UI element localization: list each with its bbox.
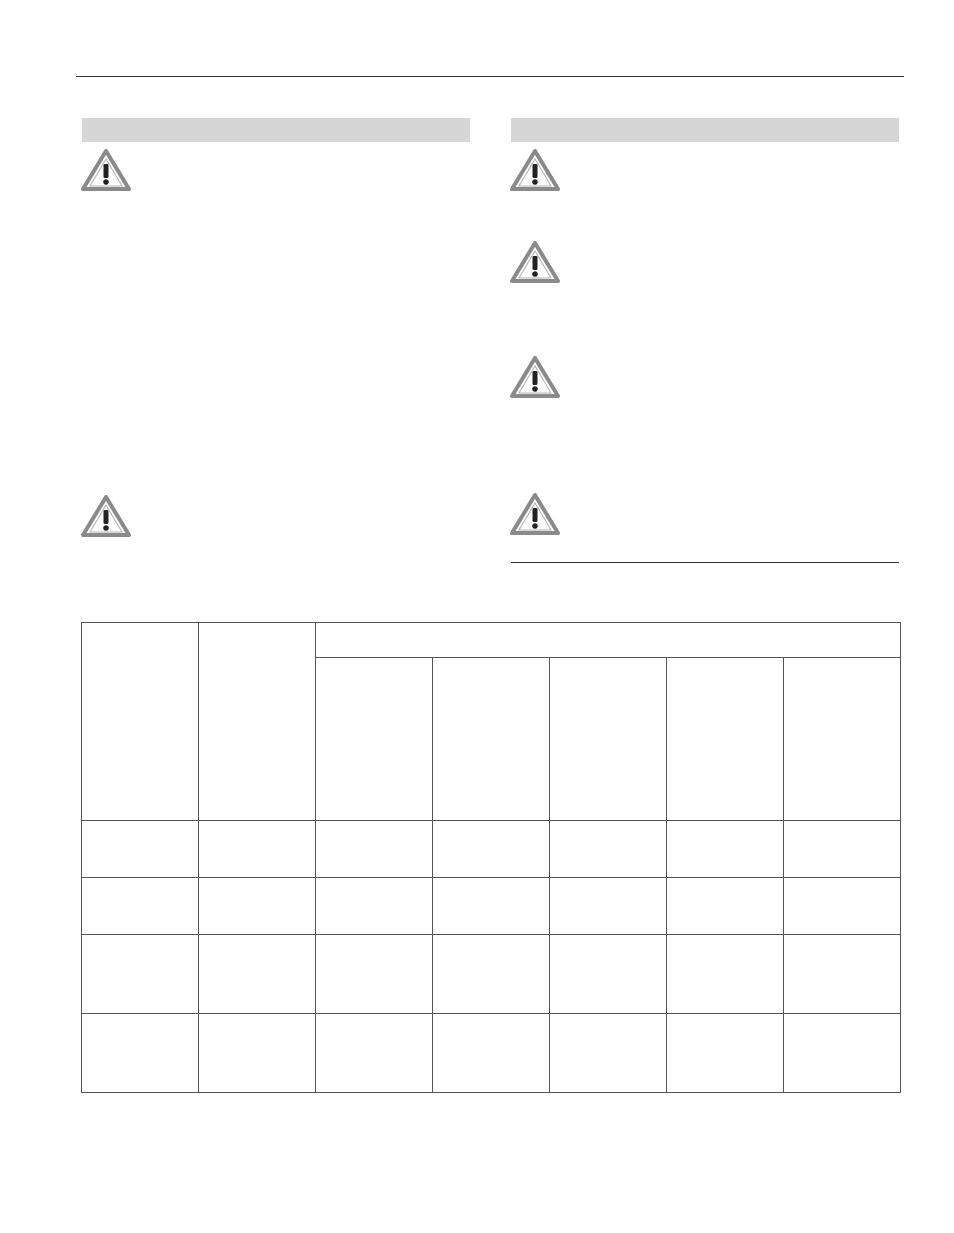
table-cell [784, 878, 901, 935]
table-cell [433, 821, 550, 878]
table-cell [316, 935, 433, 1014]
table-cell [550, 821, 667, 878]
table-cell [316, 1014, 433, 1093]
table-header-group-cell [316, 623, 901, 658]
table-subheader-cell [550, 658, 667, 821]
table-cell [316, 878, 433, 935]
table-cell [199, 821, 316, 878]
table-cell [433, 878, 550, 935]
table-cell [667, 878, 784, 935]
section-heading-bar-right [511, 118, 899, 142]
warning-triangle-icon [80, 494, 132, 538]
table-cell [82, 935, 199, 1014]
top-rule [76, 76, 904, 77]
table-subheader-cell [784, 658, 901, 821]
table-cell [784, 935, 901, 1014]
table-row [82, 878, 901, 935]
table-cell [199, 878, 316, 935]
table-cell [550, 935, 667, 1014]
table-cell [784, 1014, 901, 1093]
warning-triangle-icon [509, 148, 561, 192]
table-subheader-cell [667, 658, 784, 821]
table-cell [667, 935, 784, 1014]
table-cell [82, 821, 199, 878]
table-subheader-cell [433, 658, 550, 821]
section-heading-bar-left [82, 118, 470, 142]
table-cell [550, 1014, 667, 1093]
table-cell [199, 1014, 316, 1093]
table-cell [550, 878, 667, 935]
table-cell [433, 1014, 550, 1093]
table-cell [433, 935, 550, 1014]
warning-triangle-icon [80, 148, 132, 192]
table-header-cell [199, 623, 316, 821]
table-cell [667, 1014, 784, 1093]
table-row [82, 935, 901, 1014]
warning-triangle-icon [509, 492, 561, 536]
table-header-cell [82, 623, 199, 821]
table-cell [784, 821, 901, 878]
table-subheader-cell [316, 658, 433, 821]
table-cell [199, 935, 316, 1014]
table-row [82, 821, 901, 878]
spec-table [81, 622, 901, 1093]
table-cell [316, 821, 433, 878]
table-cell [82, 1014, 199, 1093]
warning-triangle-icon [509, 240, 561, 284]
table-cell [82, 878, 199, 935]
table-header-row [82, 623, 901, 658]
warning-triangle-icon [509, 355, 561, 399]
section-end-rule [511, 562, 899, 563]
table-cell [667, 821, 784, 878]
table-row [82, 1014, 901, 1093]
